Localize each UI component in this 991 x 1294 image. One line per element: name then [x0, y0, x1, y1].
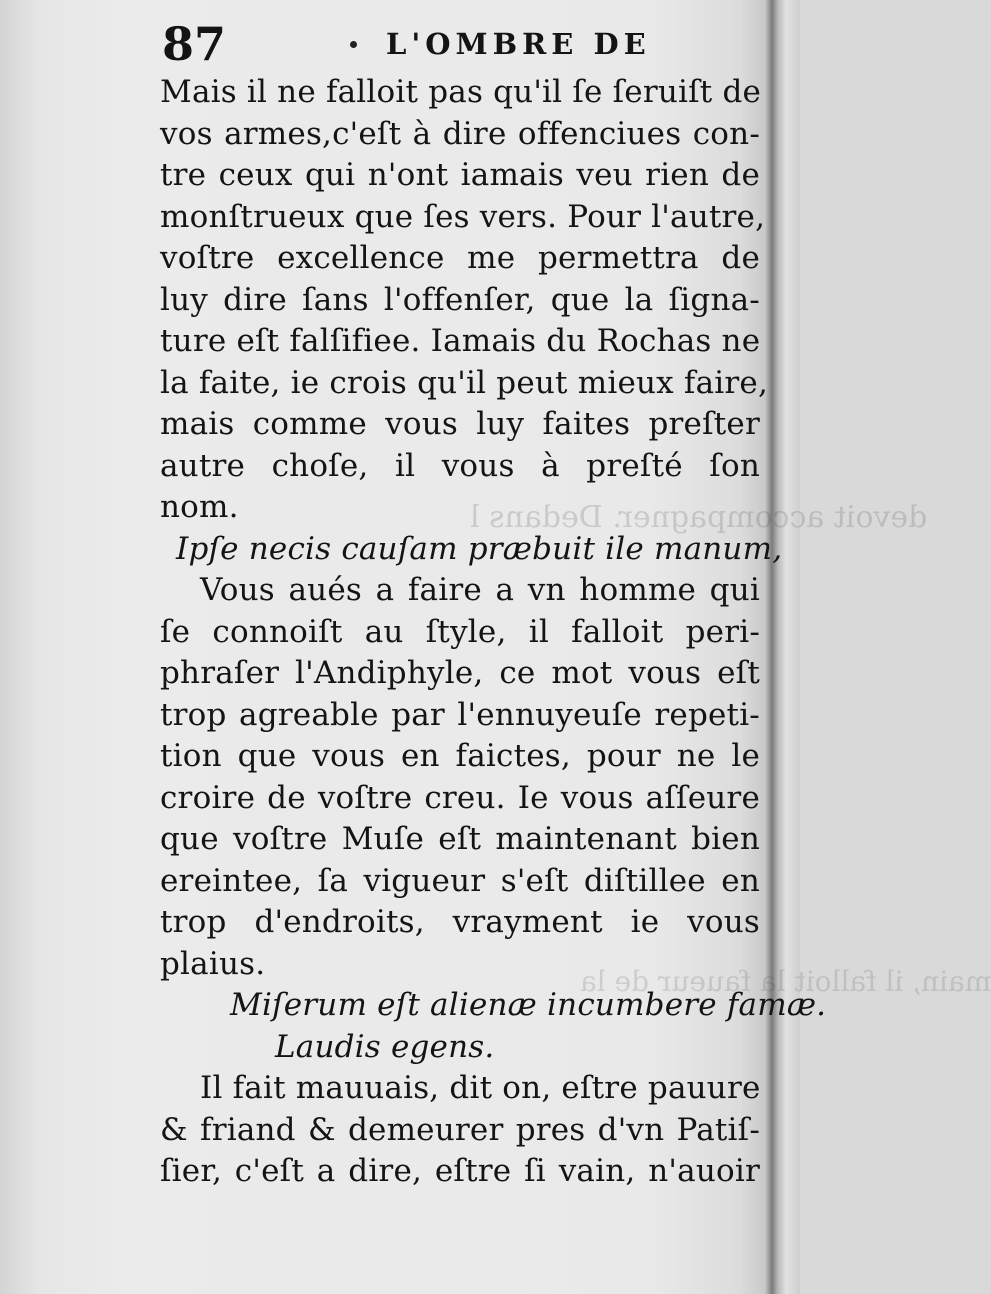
text-line: luy dire ſans l'offenſer, que la ſigna-: [160, 281, 760, 318]
latin-quote: Miſerum eſt alienæ incumbere famæ.: [230, 987, 827, 1023]
text-line: trop agreable par l'ennuyeuſe repeti-: [160, 696, 760, 733]
text-line: & friand & demeurer pres d'vn Patiſ-: [160, 1111, 760, 1148]
latin-quote: Laudis egens.: [275, 1028, 495, 1065]
text-line: tion que vous en faictes, pour ne le: [160, 738, 760, 774]
text-line: ture eſt falſifiee. Iamais du Rochas ne: [160, 323, 761, 359]
text-line: Mais il ne falloit pas qu'il ſe ſeruiſt de: [160, 74, 762, 110]
text-line: voſtre excellence me permettra de: [160, 240, 760, 276]
text-line: phraſer l'Andiphyle, ce mot vous eſt: [160, 655, 760, 691]
text-line: Il fait mauuais, dit on, eſtre pauure: [200, 1070, 761, 1106]
text-line: mais comme vous luy faites preſter: [160, 406, 760, 442]
text-line: monſtrueux que ſes vers. Pour l'autre,: [160, 198, 766, 235]
text-line: nom.: [160, 489, 239, 525]
text-line: ſier, c'eſt a dire, eſtre ſi vain, n'auoir: [160, 1153, 760, 1189]
text-line: tre ceux qui n'ont iamais veu rien de: [160, 157, 760, 193]
text-line: ereintee, ſa vigueur s'eſt diſtillee en: [160, 862, 760, 899]
header-ornament: [350, 41, 357, 48]
text-line: trop d'endroits, vrayment ie vous: [160, 904, 760, 940]
text-line: ſe connoiſt au ſtyle, il falloit peri-: [160, 613, 760, 650]
latin-quote: Ipſe necis cauſam præbuit ile manum,: [176, 530, 783, 567]
running-title: L'OMBRE DE: [386, 27, 651, 61]
text-line: Vous aués a faire a vn homme qui: [200, 572, 760, 608]
text-line: vos armes,c'eſt à dire offenciues con-: [160, 115, 760, 152]
text-line: autre choſe, il vous à preſté ſon: [160, 447, 760, 484]
show-through-text: devoit accompagner. Dedans l: [470, 500, 928, 535]
page-header: [162, 14, 762, 74]
text-line: plaius.: [160, 945, 266, 982]
text-line: croire de voſtre creu. Ie vous aſſeure: [160, 779, 760, 816]
text-line: que voſtre Muſe eſt maintenant bien: [160, 821, 760, 857]
text-line: la faite, ie crois qu'il peut mieux faire,: [160, 364, 768, 401]
page-number: 87: [162, 17, 227, 71]
show-through-text-lower: main, il falloit la faueur de la: [580, 965, 991, 998]
